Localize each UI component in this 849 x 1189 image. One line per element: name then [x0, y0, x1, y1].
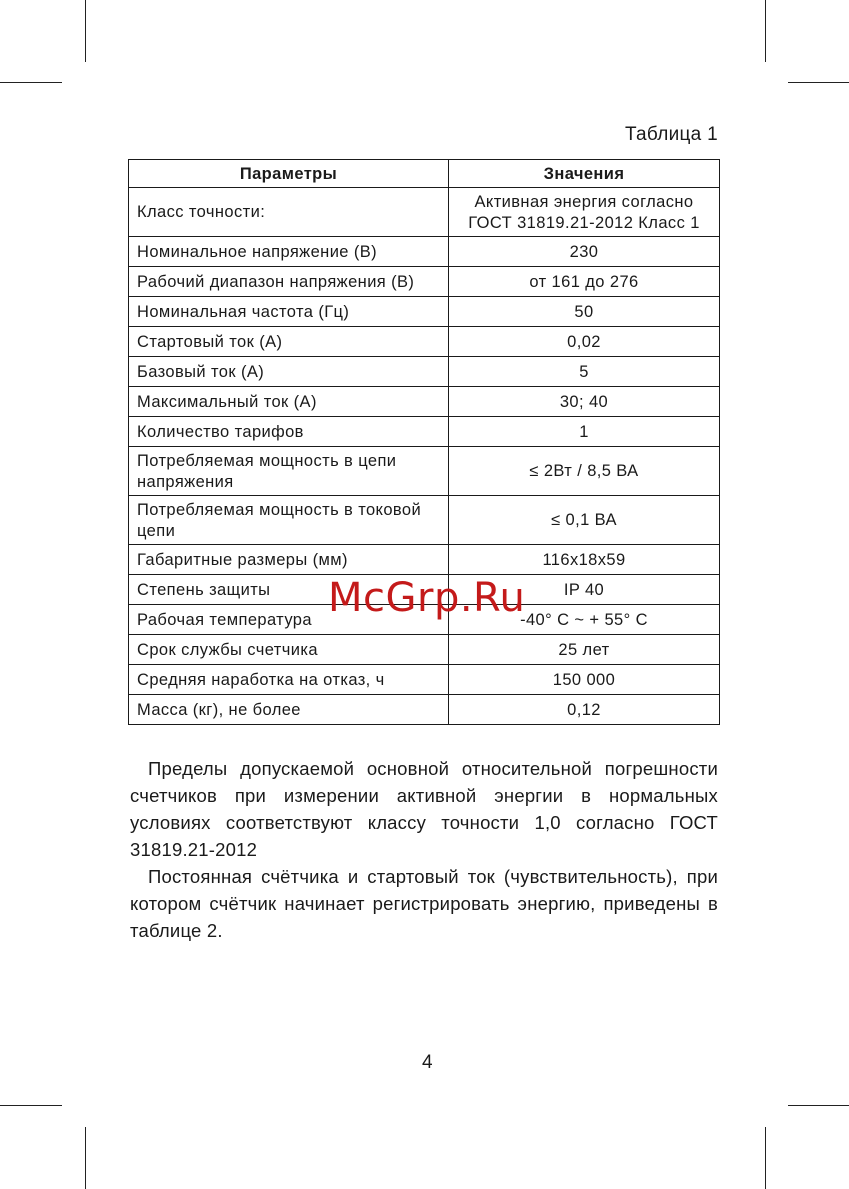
table-row — [129, 447, 720, 496]
value-cell: 25 лет — [449, 635, 720, 665]
param-cell: Количество тарифов — [129, 417, 449, 447]
param-cell: Потребляемая мощность в токовой цепи — [129, 496, 449, 545]
value-cell: 5 — [449, 357, 720, 387]
crop-mark-top-right-horizontal — [788, 82, 849, 83]
param-cell: Базовый ток (А) — [129, 357, 449, 387]
value-cell: 116х18х59 — [449, 545, 720, 575]
param-cell: Габаритные размеры (мм) — [129, 545, 449, 575]
crop-mark-top-left-horizontal — [0, 82, 62, 83]
crop-mark-bottom-right-horizontal — [788, 1105, 849, 1106]
value-cell: ≤ 0,1 ВА — [449, 496, 720, 545]
value-cell: 1 — [449, 417, 720, 447]
table-row — [129, 237, 720, 267]
value-cell: ≤ 2Вт / 8,5 ВА — [449, 447, 720, 496]
table-row — [129, 188, 720, 237]
param-cell: Номинальное напряжение (В) — [129, 237, 449, 267]
crop-mark-top-left-vertical — [85, 0, 86, 62]
value-cell: 0,12 — [449, 695, 720, 725]
table-row — [129, 695, 720, 725]
paragraph: Пределы допускаемой основной относительной погрешности счетчиков при измерении активной энергии в нормальных условиях соответствуют классу точности 1,0 согласно ГОСТ 31819.21-2012 — [130, 758, 718, 860]
param-cell: Степень защиты — [129, 575, 449, 605]
table-caption: Таблица 1 — [624, 124, 718, 145]
value-cell: 0,02 — [449, 327, 720, 357]
crop-mark-bottom-right-vertical — [765, 1127, 766, 1189]
crop-mark-bottom-left-horizontal — [0, 1105, 62, 1106]
param-cell: Рабочая температура — [129, 605, 449, 635]
value-cell: -40° С ~ + 55° С — [449, 605, 720, 635]
param-cell: Потребляемая мощность в цепи напряжения — [129, 447, 449, 496]
value-cell: IP 40 — [449, 575, 720, 605]
body-text — [130, 755, 718, 944]
param-cell: Класс точности: — [129, 188, 449, 237]
paragraph: Постоянная счётчика и стартовый ток (чувствительность), при котором счётчик начинает регистрировать энергию, приведены в таблице 2. — [130, 866, 718, 941]
param-cell: Срок службы счетчика — [129, 635, 449, 665]
parameters-table — [128, 159, 720, 725]
table-row — [129, 417, 720, 447]
table-row — [129, 496, 720, 545]
param-cell: Рабочий диапазон напряжения (В) — [129, 267, 449, 297]
header-parameters: Параметры — [129, 160, 449, 188]
table-header-row — [129, 160, 720, 188]
crop-mark-bottom-left-vertical — [85, 1127, 86, 1189]
table-row — [129, 327, 720, 357]
param-cell: Масса (кг), не более — [129, 695, 449, 725]
value-cell: 150 000 — [449, 665, 720, 695]
param-cell: Средняя наработка на отказ, ч — [129, 665, 449, 695]
value-cell: от 161 до 276 — [449, 267, 720, 297]
param-cell: Стартовый ток (А) — [129, 327, 449, 357]
table-row — [129, 297, 720, 327]
table-row — [129, 635, 720, 665]
value-cell: 30; 40 — [449, 387, 720, 417]
crop-mark-top-right-vertical — [765, 0, 766, 62]
table-row — [129, 545, 720, 575]
table-row — [129, 665, 720, 695]
table-row — [129, 357, 720, 387]
param-cell: Номинальная частота (Гц) — [129, 297, 449, 327]
param-cell: Максимальный ток (А) — [129, 387, 449, 417]
table-row — [129, 267, 720, 297]
value-cell: 50 — [449, 297, 720, 327]
value-cell: 230 — [449, 237, 720, 267]
page-number: 4 — [422, 1052, 433, 1073]
table-row — [129, 387, 720, 417]
watermark: McGrp.Ru — [328, 575, 526, 621]
header-values: Значения — [449, 160, 720, 188]
value-cell: Активная энергия согласно ГОСТ 31819.21-2012 Класс 1 — [449, 188, 720, 237]
